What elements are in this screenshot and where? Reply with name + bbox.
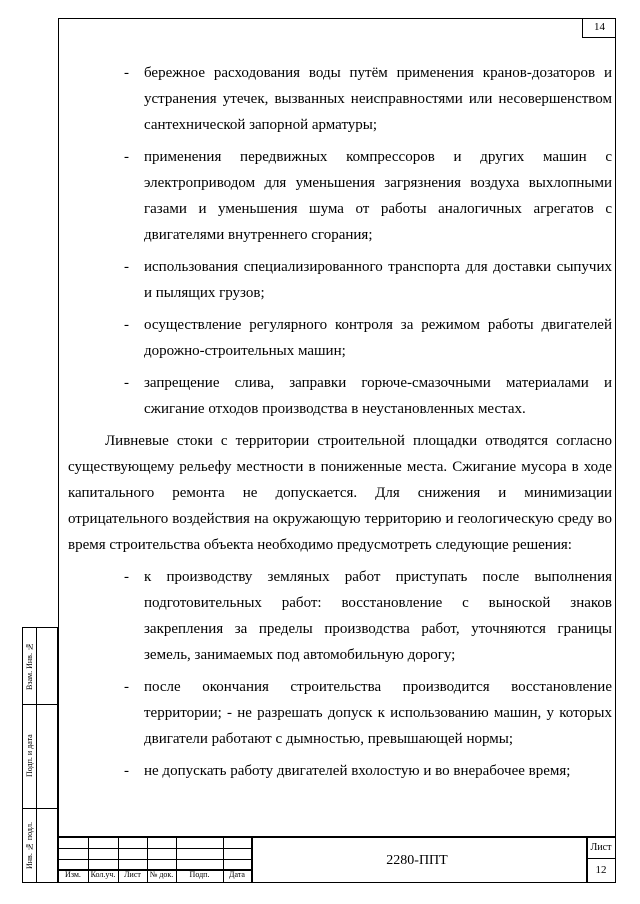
- bullet-item: [68, 60, 612, 138]
- tb-header-kol: Кол.уч.: [90, 870, 116, 879]
- bullet-text: не допускать работу двигателей вхолостую и во внерабочее время;: [144, 763, 571, 779]
- body-paragraph: Ливневые стоки с территории строительной площадки отводятся согласно существующему рельефу местности в пониженные места. Сжигание мусора в ходе капитального ремонта не допускается. Для снижения и минимизации отрицательного воздействия на окружающую территорию и геологическую среду во время строительства объекта необходимо предусмотреть следующие решения:: [68, 433, 612, 553]
- bullet-list-bottom: [68, 564, 612, 784]
- dash: -: [124, 149, 129, 165]
- dash: -: [124, 65, 129, 81]
- corner-page-number: 14: [582, 18, 616, 38]
- bullet-item: [68, 370, 612, 422]
- dash: -: [124, 375, 129, 391]
- side-label-podp: Подп. и дата: [25, 734, 34, 778]
- tb-header-list: Лист: [124, 870, 141, 879]
- sheet-label: Лист: [590, 842, 612, 853]
- bullet-text: использования специализированного транспорта для доставки сыпучих и пылящих грузов;: [144, 259, 612, 301]
- side-label-inv: Инв. № подл.: [25, 822, 34, 870]
- side-stamp: [22, 627, 58, 883]
- dash: -: [124, 259, 129, 275]
- bullet-text: после окончания строительства производится восстановление территории; - не разрешать допуск к использованию машин, у которых двигатели работают с дымностью, превышающей нормы;: [144, 679, 612, 747]
- bullet-text: запрещение слива, заправки горюче-смазочными материалами и сжигание отходов производства в неустановленных местах.: [144, 375, 612, 417]
- bullet-item: [68, 758, 612, 784]
- bullet-item: [68, 674, 612, 752]
- document-code: 2280-ППТ: [386, 853, 448, 868]
- bullet-item: [68, 312, 612, 364]
- bullet-text: применения передвижных компрессоров и других машин с электроприводом для уменьшения загрязнения воздуха выхлопными газами и уменьшения шума от работы аналогичных агрегатов с двигателями внутреннего сгорания;: [144, 149, 612, 243]
- bullet-item: [68, 564, 612, 668]
- dash: -: [124, 317, 129, 333]
- bullet-text: осуществление регулярного контроля за режимом работы двигателей дорожно-строительных машин;: [144, 317, 612, 359]
- dash: -: [124, 569, 129, 585]
- bullet-text: бережное расходования воды путём применения кранов-дозаторов и устранения утечек, вызванных неисправностями или несовершенством сантехнической запорной арматуры;: [144, 65, 612, 133]
- title-block: [58, 836, 616, 883]
- bullet-text: к производству земляных работ приступать после выполнения подготовительных работ: восстановление с выноской знаков закрепления за пределы производства работ, уточняются границы земель, занимаемых под автомобильную дорогу;: [144, 569, 612, 663]
- sheet-number: 12: [595, 864, 607, 876]
- bullet-item: [68, 144, 612, 248]
- dash: -: [124, 679, 129, 695]
- tb-header-date: Дата: [229, 870, 245, 879]
- tb-header-izm: Изм.: [65, 870, 81, 879]
- document-body: [68, 60, 612, 790]
- bullet-list-top: [68, 60, 612, 422]
- dash: -: [124, 763, 129, 779]
- tb-header-doc: № док.: [149, 870, 174, 879]
- side-label-vzam: Взам. Инв. №: [25, 642, 34, 690]
- bullet-item: [68, 254, 612, 306]
- tb-header-podp: Подп.: [189, 870, 210, 879]
